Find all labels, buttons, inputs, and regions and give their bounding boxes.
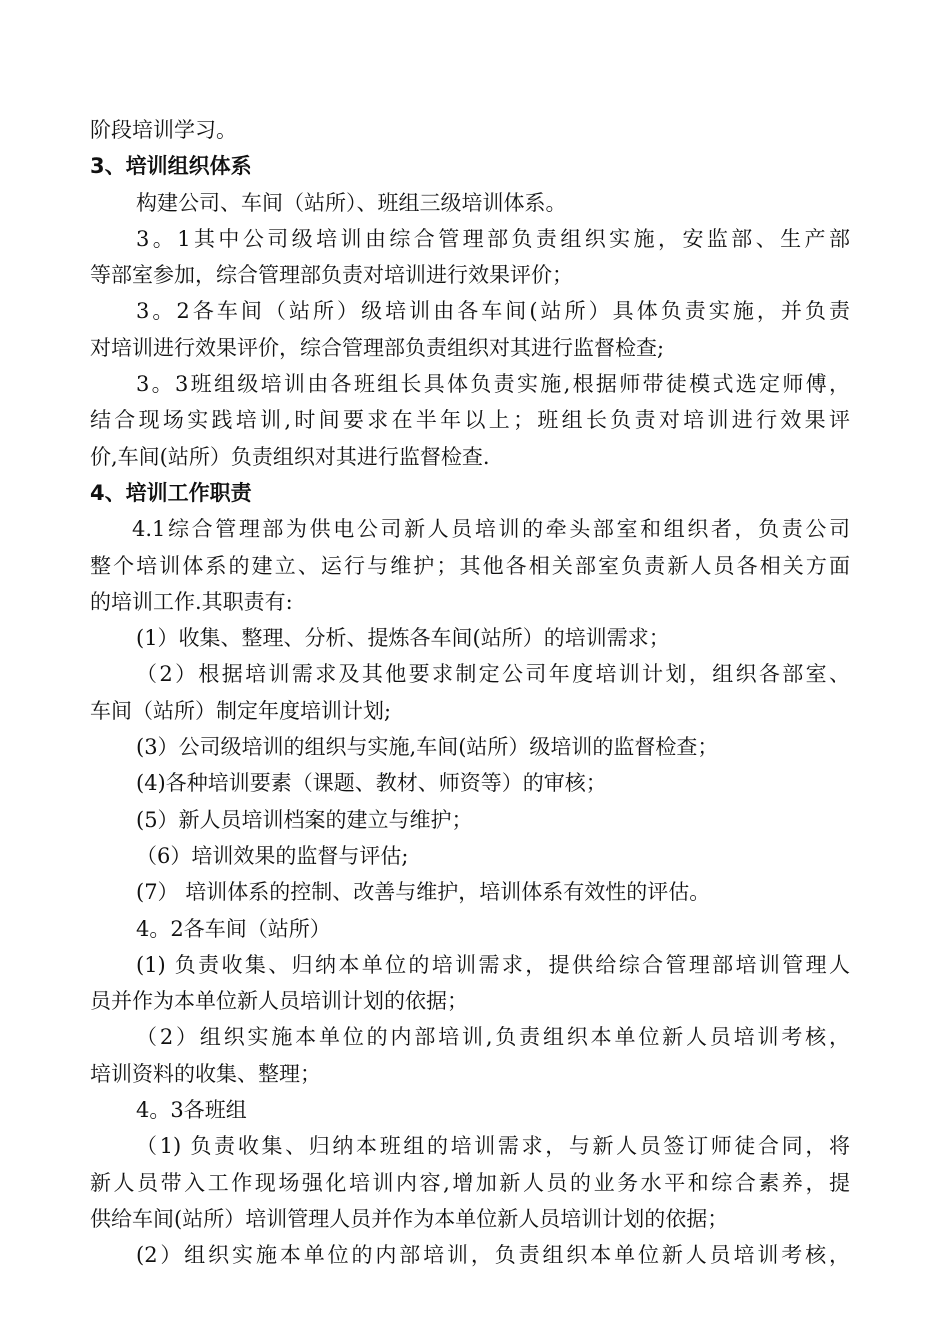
text-line: （6）培训效果的监督与评估; <box>136 843 409 868</box>
text-line: 车间（站所）制定年度培训计划; <box>90 698 392 723</box>
document-body <box>90 112 850 1274</box>
text-line: (4)各种培训要素（课题、教材、师资等）的审核； <box>136 771 607 796</box>
text-line: (7） 培训体系的控制、改善与维护，培训体系有效性的评估。 <box>136 880 711 905</box>
text-line: 4。2各车间（站所） <box>136 916 331 941</box>
text-line: 对培训进行效果评价，综合管理部负责组织对其进行监督检查; <box>90 335 665 360</box>
text-line: (1) 负责收集、归纳本单位的培训需求，提供给综合管理部培训管理人 <box>136 952 850 977</box>
text-line: (5）新人员培训档案的建立与维护； <box>136 807 473 832</box>
text-line: 4。3各班组 <box>136 1098 247 1123</box>
text-line: 3。1其中公司级培训由综合管理部负责组织实施，安监部、生产部 <box>136 226 850 251</box>
text-line: 阶段培训学习。 <box>90 118 237 142</box>
text-line: 3。2各车间（站所）级培训由各车间(站所）具体负责实施，并负责 <box>136 299 850 324</box>
text-line: 4.1综合管理部为供电公司新人员培训的牵头部室和组织者，负责公司 <box>132 517 850 542</box>
text-line: （2）根据培训需求及其他要求制定公司年度培训计划，组织各部室、 <box>136 662 850 687</box>
text-line: 价,车间(站所）负责组织对其进行监督检查. <box>90 444 490 469</box>
text-line: 等部室参加，综合管理部负责对培训进行效果评价； <box>90 263 573 288</box>
text-line: 构建公司、车间（站所）、班组三级培训体系。 <box>136 190 567 215</box>
text-line: 培训资料的收集、整理； <box>90 1061 321 1086</box>
text-line: 结合现场实践培训,时间要求在半年以上；班组长负责对培训进行效果评 <box>90 408 850 433</box>
text-line: 的培训工作.其职责有: <box>90 589 293 614</box>
text-line: 3。3班组级培训由各班组长具体负责实施,根据师带徒模式选定师傅， <box>136 372 850 397</box>
text-line: 新人员带入工作现场强化培训内容,增加新人员的业务水平和综合素养，提 <box>90 1170 850 1195</box>
section-heading: 4、培训工作职责 <box>90 480 252 505</box>
text-line: （1) 负责收集、归纳本班组的培训需求，与新人员签订师徒合同，将 <box>136 1134 850 1159</box>
text-line: 供给车间(站所）培训管理人员并作为本单位新人员培训计划的依据； <box>90 1206 729 1231</box>
text-line: (2）组织实施本单位的内部培训，负责组织本单位新人员培训考核， <box>136 1243 850 1268</box>
section-heading: 3、培训组织体系 <box>90 154 252 179</box>
text-line: （2）组织实施本单位的内部培训,负责组织本单位新人员培训考核， <box>136 1025 850 1050</box>
text-line: (1）收集、整理、分析、提炼各车间(站所）的培训需求； <box>136 626 670 651</box>
text-line: 整个培训体系的建立、运行与维护；其他各相关部室负责新人员各相关方面 <box>90 553 850 578</box>
text-line: (3）公司级培训的组织与实施,车间(站所）级培训的监督检查； <box>136 735 719 760</box>
text-line: 员并作为本单位新人员培训计划的依据； <box>90 989 468 1014</box>
